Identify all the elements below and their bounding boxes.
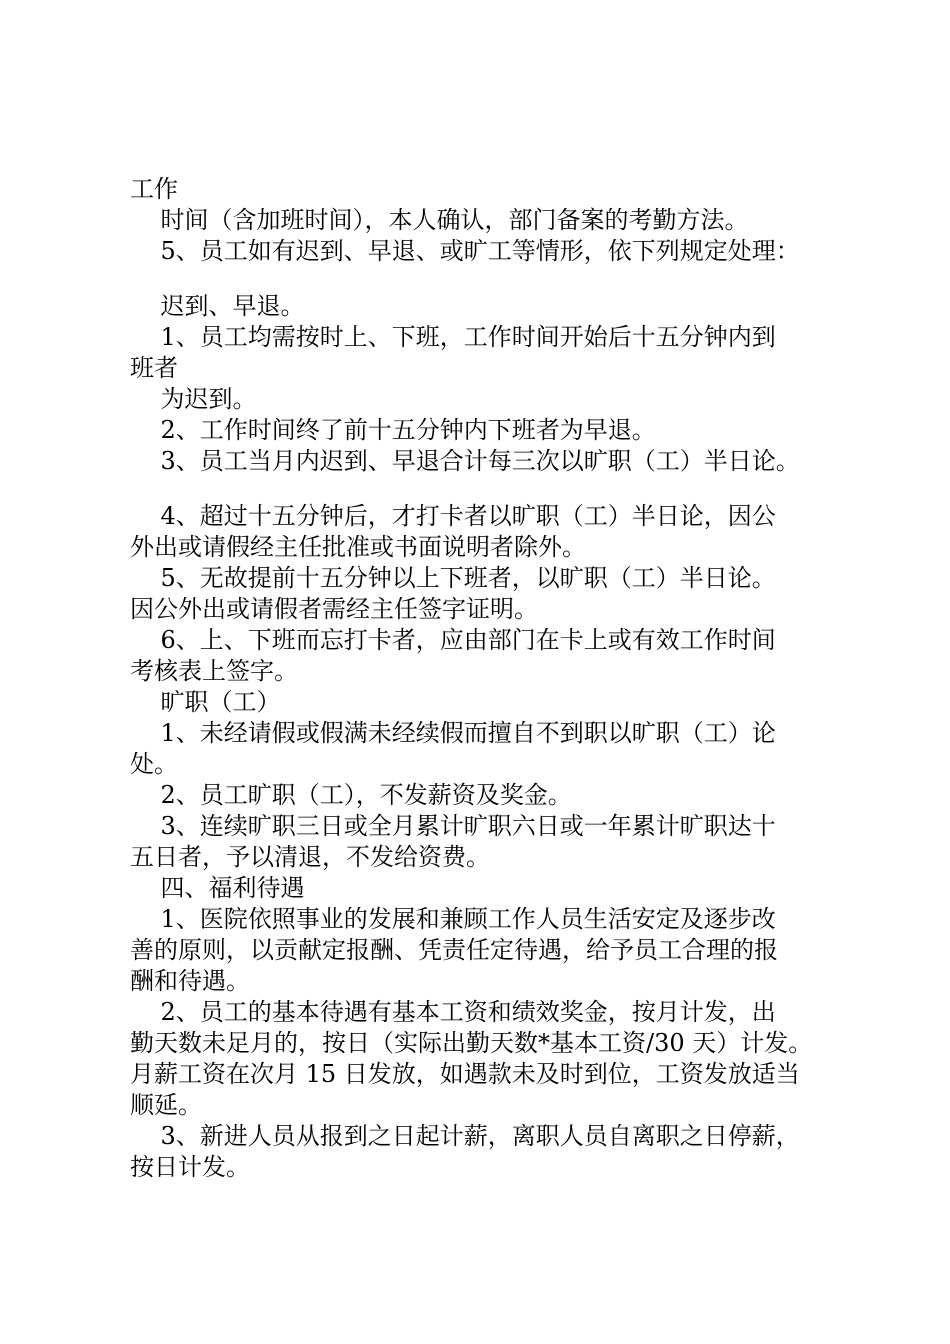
text-line: 酬和待遇。: [130, 967, 250, 995]
section-heading: 旷职（工）: [130, 688, 281, 716]
text-line: 3、新进人员从报到之日起计薪，离职人员自离职之日停薪，: [130, 1122, 800, 1150]
text-line: 因公外出或请假者需经主任签字证明。: [130, 595, 538, 623]
text-line: 迟到、早退。: [130, 292, 305, 320]
text-line: 考核表上签字。: [130, 657, 298, 685]
text-line: 顺延。: [130, 1091, 202, 1119]
document-body: [130, 174, 850, 1183]
text-line: 勤天数未足月的，按日（实际出勤天数*基本工资/30 天）计发。: [130, 1029, 813, 1057]
text-line: 为迟到。: [130, 385, 257, 413]
text-line: 按日计发。: [130, 1153, 250, 1181]
text-line: 外出或请假经主任批准或书面说明者除外。: [130, 533, 586, 561]
text-line: 1、医院依照事业的发展和兼顾工作人员生活安定及逐步改: [130, 905, 776, 933]
text-line: 1、未经请假或假满未经续假而擅自不到职以旷职（工）论: [130, 719, 776, 747]
text-line: 5、无故提前十五分钟以上下班者，以旷职（工）半日论。: [130, 564, 776, 592]
text-line: 4、超过十五分钟后，才打卡者以旷职（工）半日论，因公: [130, 502, 776, 530]
text-line: 2、工作时间终了前十五分钟内下班者为早退。: [130, 416, 656, 444]
text-line: 善的原则，以贡献定报酬、凭责任定待遇，给予员工合理的报: [130, 936, 778, 964]
text-line: 6、上、下班而忘打卡者，应由部门在卡上或有效工作时间: [130, 626, 776, 654]
text-line: 月薪工资在次月 15 日发放，如遇款未及时到位，工资发放适当: [130, 1060, 800, 1088]
text-line: 五日者，予以清退，不发给资费。: [130, 843, 490, 871]
text-line: 班者: [130, 354, 178, 382]
text-line: 5、员工如有迟到、早退、或旷工等情形，依下列规定处理：: [130, 237, 800, 265]
text-line: 3、员工当月内迟到、早退合计每三次以旷职（工）半日论。: [130, 447, 800, 475]
text-line: 时间（含加班时间），本人确认，部门备案的考勤方法。: [130, 206, 749, 234]
section-heading: 四、福利待遇: [130, 874, 305, 902]
text-line: 1、员工均需按时上、下班，工作时间开始后十五分钟内到: [130, 323, 776, 351]
text-line: 2、员工旷职（工），不发薪资及奖金。: [130, 781, 572, 809]
text-line: 3、连续旷职三日或全月累计旷职六日或一年累计旷职达十: [130, 812, 776, 840]
text-line: 2、员工的基本待遇有基本工资和绩效奖金，按月计发，出: [130, 998, 776, 1026]
text-line: 工作: [130, 175, 178, 203]
text-line: 处。: [130, 750, 178, 778]
